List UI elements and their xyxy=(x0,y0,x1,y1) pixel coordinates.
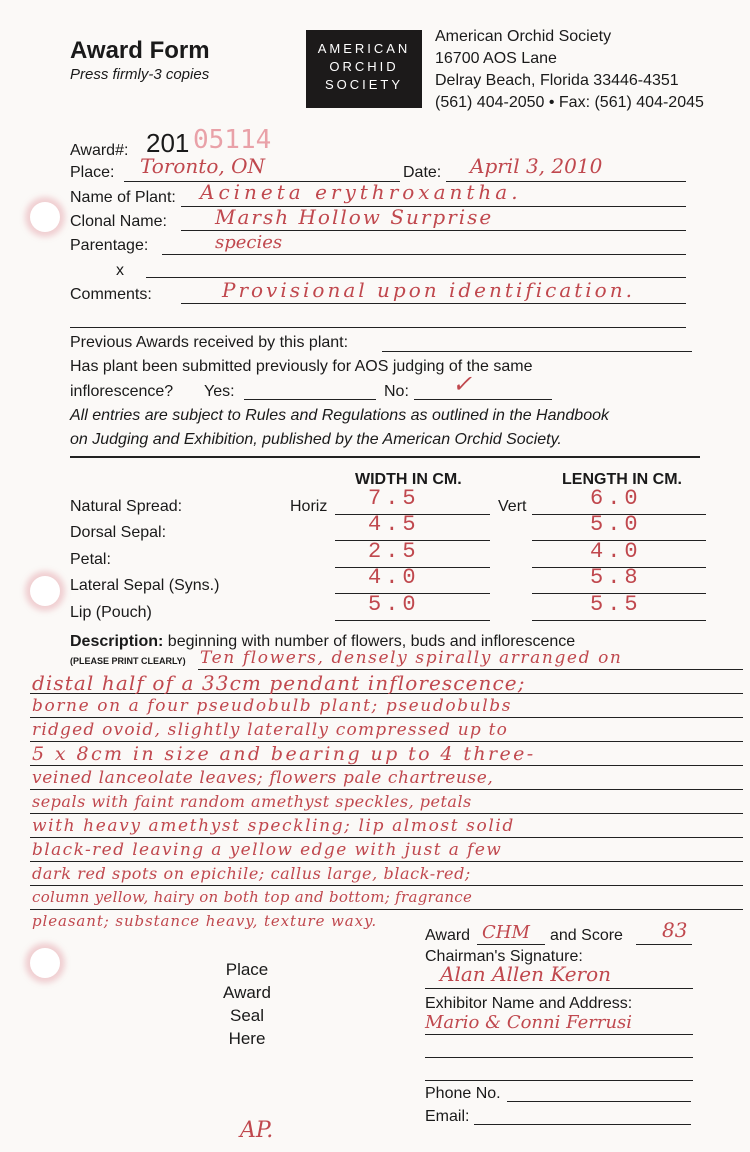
date-label: Date: xyxy=(403,164,442,181)
logo-line-3: SOCIETY xyxy=(324,77,404,92)
description-rule xyxy=(30,765,743,766)
measurement-label: Lateral Sepal (Syns.) xyxy=(70,577,220,594)
logo-line-1: AMERICAN xyxy=(317,41,411,56)
chairman-signature-line xyxy=(425,988,693,989)
rules-line-1: All entries are subject to Rules and Regulations as outlined in the Handbook xyxy=(70,407,609,424)
exhibitor-line-3 xyxy=(425,1080,693,1081)
initials: AP. xyxy=(240,1118,274,1143)
length-header: LENGTH IN CM. xyxy=(562,471,682,488)
description-rule xyxy=(30,741,743,742)
award-label: Award xyxy=(425,927,471,944)
seal-line-1: Place xyxy=(225,960,269,979)
description-rule xyxy=(198,669,743,670)
description-line: with heavy amethyst speckling; lip almost solid xyxy=(32,816,515,836)
description-label-rest: beginning with number of flowers, buds and inflorescence xyxy=(163,633,576,650)
parentage-line xyxy=(162,254,686,255)
seal-line-2: Award xyxy=(223,983,271,1002)
width-value: 5.0 xyxy=(368,592,420,617)
description-rule xyxy=(30,813,743,814)
no-label: No: xyxy=(384,383,409,400)
description-rule xyxy=(30,861,743,862)
yes-line xyxy=(244,399,376,400)
description-rule xyxy=(30,789,743,790)
comments-label: Comments: xyxy=(70,286,152,303)
yes-label: Yes: xyxy=(204,383,235,400)
description-line: Ten flowers, densely spirally arranged on xyxy=(200,648,623,668)
punch-hole-middle xyxy=(30,576,60,606)
chairman-signature-label: Chairman's Signature: xyxy=(425,948,583,965)
award-seal-area xyxy=(200,958,294,1050)
description-line: sepals with faint random amethyst speckles, petals xyxy=(32,792,472,811)
length-value: 5.5 xyxy=(590,592,642,617)
no-checkmark: ✓ xyxy=(452,370,473,398)
exhibitor-line-1 xyxy=(425,1034,693,1035)
email-label: Email: xyxy=(425,1108,470,1125)
measurement-label: Petal: xyxy=(70,551,111,568)
org-address-2: Delray Beach, Florida 33446-4351 xyxy=(435,72,679,89)
length-value: 5.0 xyxy=(590,512,642,537)
cross-label: x xyxy=(116,262,124,279)
award-line xyxy=(477,944,545,945)
plant-name-value: Acineta erythroxantha. xyxy=(200,180,522,204)
previous-awards-line xyxy=(382,351,692,352)
place-value: Toronto, ON xyxy=(140,154,265,178)
comments-line-1 xyxy=(181,303,686,304)
description-line: ridged ovoid, slightly laterally compressed up to xyxy=(32,720,509,740)
award-number-label: Award#: xyxy=(70,142,129,159)
vert-label: Vert xyxy=(498,498,527,515)
plant-name-label: Name of Plant: xyxy=(70,189,176,206)
org-address-1: 16700 AOS Lane xyxy=(435,50,557,67)
form-subtitle: Press firmly-3 copies xyxy=(70,66,210,83)
submitted-question-1: Has plant been submitted previously for AOS judging of the same xyxy=(70,358,533,375)
description-line: black-red leaving a yellow edge with just a few xyxy=(32,840,503,860)
clonal-name-line xyxy=(181,230,686,231)
description-line: column yellow, hairy on both top and bottom; fragrance xyxy=(32,888,473,906)
description-rule xyxy=(30,885,743,886)
phone-label: Phone No. xyxy=(425,1085,501,1102)
section-divider xyxy=(70,456,700,458)
score-value: 83 xyxy=(662,918,688,942)
width-value: 2.5 xyxy=(368,539,420,564)
score-line xyxy=(636,944,692,945)
date-value: April 3, 2010 xyxy=(470,154,603,178)
width-value: 4.0 xyxy=(368,565,420,590)
exhibitor-label: Exhibitor Name and Address: xyxy=(425,995,633,1012)
width-value: 4.5 xyxy=(368,512,420,537)
length-value: 4.0 xyxy=(590,539,642,564)
parentage-value: species xyxy=(215,232,283,253)
clonal-name-label: Clonal Name: xyxy=(70,213,167,230)
aos-logo xyxy=(306,30,422,108)
length-value: 6.0 xyxy=(590,486,642,511)
description-line: 5 x 8cm in size and bearing up to 4 three- xyxy=(32,743,536,765)
email-line xyxy=(474,1124,691,1125)
place-label: Place: xyxy=(70,164,115,181)
score-label: and Score xyxy=(550,927,623,944)
horiz-label: Horiz xyxy=(290,498,328,515)
comments-value: Provisional upon identification. xyxy=(222,278,635,302)
description-line: veined lanceolate leaves; flowers pale chartreuse, xyxy=(32,768,494,788)
previous-awards-label: Previous Awards received by this plant: xyxy=(70,334,349,351)
punch-hole-top xyxy=(30,202,60,232)
width-header: WIDTH IN CM. xyxy=(355,471,462,488)
measurement-label: Dorsal Sepal: xyxy=(70,524,167,541)
exhibitor-value: Mario & Conni Ferrusi xyxy=(425,1012,633,1033)
rules-line-2: on Judging and Exhibition, published by the American Orchid Society. xyxy=(70,431,562,448)
award-number-prefix: 201 xyxy=(146,128,190,158)
clonal-name-value: Marsh Hollow Surprise xyxy=(215,205,494,229)
org-phone: (561) 404-2050 • Fax: (561) 404-2045 xyxy=(435,94,704,111)
seal-line-4: Here xyxy=(228,1029,266,1048)
no-line xyxy=(414,399,552,400)
description-line: pleasant; substance heavy, texture waxy. xyxy=(32,912,378,930)
award-value: CHM xyxy=(482,922,530,943)
comments-line-2 xyxy=(70,327,686,328)
punch-hole-bottom xyxy=(30,948,60,978)
measurement-label: Natural Spread: xyxy=(70,498,183,515)
logo-line-2: ORCHID xyxy=(329,59,399,74)
print-clearly-note: (PLEASE PRINT CLEARLY) xyxy=(70,656,186,666)
chairman-signature: Alan Allen Keron xyxy=(440,962,612,986)
length-line xyxy=(532,620,706,621)
width-value: 7.5 xyxy=(368,486,420,511)
description-rule xyxy=(30,837,743,838)
description-line: dark red spots on epichile; callus large, black-red; xyxy=(32,864,471,883)
measurement-label: Lip (Pouch) xyxy=(70,604,152,621)
description-label-bold: Description: xyxy=(70,633,164,650)
description-rule xyxy=(30,909,743,910)
phone-line xyxy=(507,1101,691,1102)
form-title: Award Form xyxy=(70,37,210,64)
parentage-label: Parentage: xyxy=(70,237,149,254)
submitted-question-2: inflorescence? xyxy=(70,383,174,400)
description-rule xyxy=(30,717,743,718)
award-number-stamp: 05114 xyxy=(193,125,272,155)
length-value: 5.8 xyxy=(590,565,642,590)
width-line xyxy=(335,620,490,621)
description-line: distal half of a 33cm pendant inflorescence; xyxy=(32,671,526,695)
description-line: borne on a four pseudobulb plant; pseudobulbs xyxy=(32,696,513,716)
seal-line-3: Seal xyxy=(229,1006,265,1025)
org-name: American Orchid Society xyxy=(435,28,612,45)
exhibitor-line-2 xyxy=(425,1057,693,1058)
